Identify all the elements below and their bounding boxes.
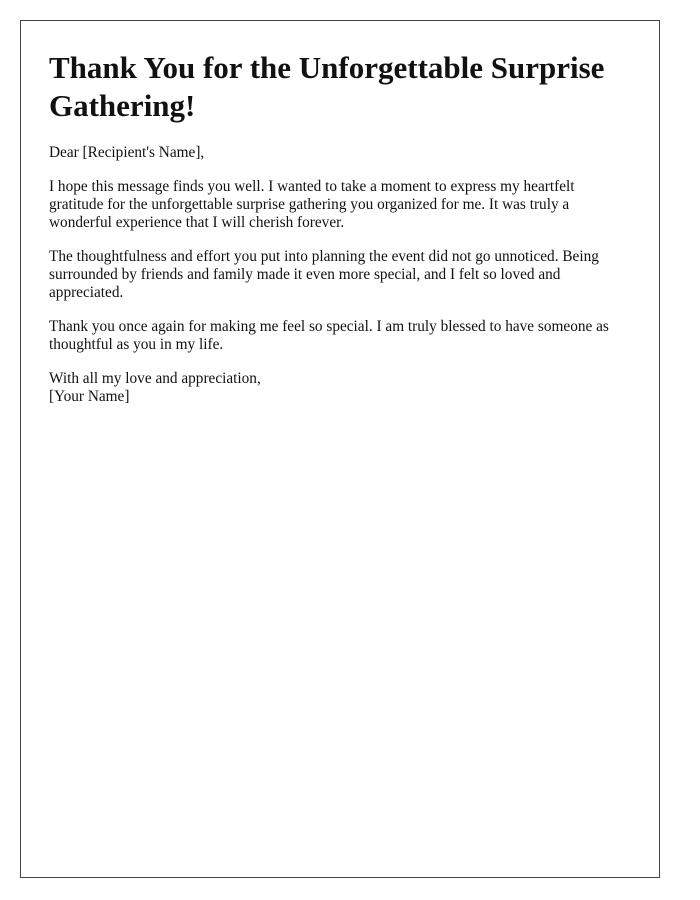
paragraph-3: Thank you once again for making me feel so special. I am truly blessed to have someone as thoughtful as you in my life. [49,318,609,353]
paragraph-1: I hope this message finds you well. I wanted to take a moment to express my heartfelt gratitude for the unforgettable surprise gathering you organized for me. It was truly a wonderful experience that I will cherish forever. [49,178,575,231]
letter-title: Thank You for the Unforgettable Surprise Gathering! [49,50,605,123]
greeting: Dear [Recipient's Name], [49,144,205,161]
letter-container [20,20,660,878]
signature: [Your Name] [49,388,130,405]
paragraph-2: The thoughtfulness and effort you put into planning the event did not go unnoticed. Being surrounded by friends and family made it even more special, and I felt so loved and appreciated. [49,248,599,301]
closing-line: With all my love and appreciation, [49,370,261,387]
